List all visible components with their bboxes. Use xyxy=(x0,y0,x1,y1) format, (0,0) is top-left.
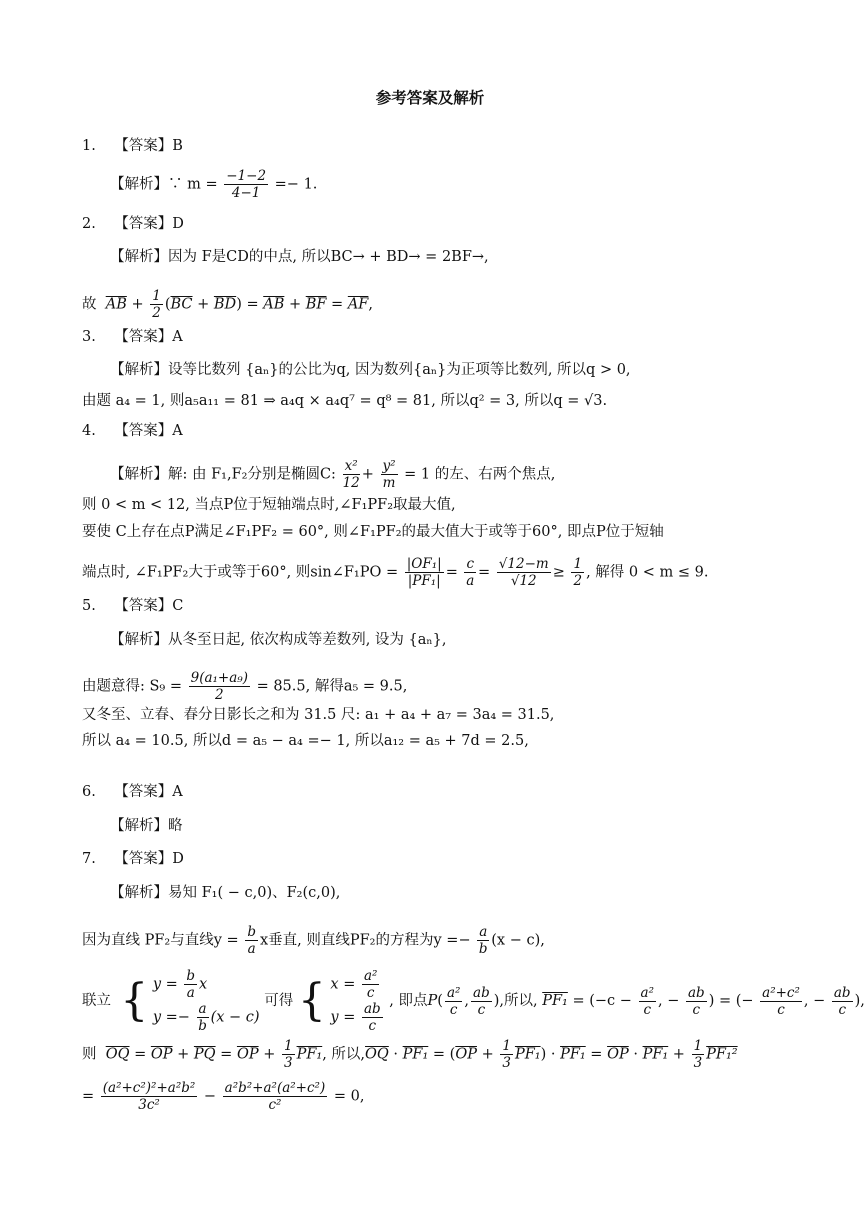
q1-analysis-prefix: 【解析】∵ m = xyxy=(110,176,218,193)
q6-answer-label: 【答案】A xyxy=(114,784,183,800)
q4-frac-half xyxy=(571,556,584,589)
page-title: 参考答案及解析 xyxy=(375,89,485,107)
q4-frac-y-den: m xyxy=(382,475,396,491)
q5-frac-num: 9(a₁+a₉) xyxy=(190,670,248,686)
q4-a-pre: 【解析】解: 由 F₁,F₂分别是椭圆C: xyxy=(110,466,336,483)
q5-b-pre: 由题意得: S₉ = xyxy=(82,678,182,695)
q2-answer-label: 【答案】D xyxy=(114,216,184,232)
q2-analysis-2: 故 $\overline{AB}$ + $\frac{1}{2}$ $(\overline{BC} + \overline{BD}) = \overline{AB} + \overline{BF} = \overline{AF}$, xyxy=(82,288,373,321)
q4-frac-of-den: |PF₁| xyxy=(407,573,441,589)
q1-answer xyxy=(82,136,183,156)
q7-system-2: x = $\frac{\text{a²}}{c}$ y = $\frac{ab}{c}$ xyxy=(330,968,381,1034)
q3-analysis-2: 由题 a₄ = 1, 则a₅a₁₁ = 81 ⇒ a₄q × a₄q⁷ = q⁸ = 81, 所以q² = 3, 所以q = √3. xyxy=(82,393,608,409)
q5-frac-den: 2 xyxy=(214,687,224,703)
q7-e-head: = xyxy=(82,1088,95,1105)
q1-frac-num: −1−2 xyxy=(226,168,267,184)
q7-c-head: 联立 xyxy=(82,993,111,1009)
q7-analysis-4: 则 $\overline{OQ} = \overline{OP} + \overline{PQ} = \overline{OP}$ + $\frac{1}{3}$ PF₁, 所以$,\overline{OQ} \cdot PF_1 = (\overline{OP}$ + $\frac{1}{3}$ $PF_1) \cdot PF_1 = \overline{OP} \cdot PF_1$ + $\frac{1}{3}$ PF₁² xyxy=(82,1038,738,1071)
left-brace-icon: { xyxy=(120,975,149,1026)
q7-answer-label: 【答案】D xyxy=(114,851,184,867)
q4-frac-ca-den: a xyxy=(466,573,475,589)
q4-frac-ca-num: c xyxy=(466,556,475,572)
q4-analysis-3: 要使 C上存在点P满足∠F₁PF₂ = 60°, 则∠F₁PF₂的最大值大于或等于60°, 即点P位于短轴 xyxy=(82,524,664,540)
q5-b-post: = 85.5, 解得a₅ = 9.5, xyxy=(256,678,408,695)
q3-answer-label: 【答案】A xyxy=(114,329,183,345)
q4-frac-ca xyxy=(464,556,476,589)
q7-analysis-3: 联立 { y = $\frac{b}{a}$ x y =− $\frac{a}{b}$ (x − c) 可得 { x = $\frac{\text{a²}}{c}$ y = $\frac{ab}{c}$ , 即点P( $\frac{\text{a²}}{c}$ , $\frac{ab}{c}$ ),所以, PF₁ = (−c − $\frac{\text{a²}}{c}$ , − $\frac{ab}{c}$ ) = (− $\frac{\text{a²+c²}}{c}$ , − $\frac{ab}{c}$ ), xyxy=(82,968,865,1034)
q7-system-1: y = $\frac{b}{a}$ x y =− $\frac{a}{b}$ (x − c) xyxy=(152,968,260,1034)
q4-frac-half-den: 2 xyxy=(573,573,583,589)
q4-frac-of xyxy=(405,556,444,589)
q7-answer xyxy=(82,849,184,869)
q4-d-pre: 端点时, ∠F₁PF₂大于或等于60°, 则sin∠F₁PO = xyxy=(82,564,399,581)
q5-answer-label: 【答案】C xyxy=(114,598,184,614)
q4-analysis-2: 则 0 < m < 12, 当点P位于短轴端点时,∠F₁PF₂取最大值, xyxy=(82,497,456,513)
q4-answer xyxy=(82,421,183,441)
q7-frac-ab xyxy=(477,924,489,957)
q4-frac-x-den: 12 xyxy=(342,475,360,491)
q1-fraction xyxy=(224,168,268,201)
q2-answer xyxy=(82,214,184,234)
q2-half-den: 2 xyxy=(152,305,161,321)
left-brace-icon: { xyxy=(297,975,326,1026)
q1-frac-den: 4−1 xyxy=(231,185,261,201)
q2-number: 2. xyxy=(82,216,96,232)
q7-frac-ba-den: a xyxy=(247,941,256,957)
q6-number: 6. xyxy=(82,784,96,800)
q5-answer xyxy=(82,596,183,616)
q5-frac xyxy=(189,670,250,703)
q4-frac-y xyxy=(381,458,398,491)
q4-analysis-4: 端点时, ∠F₁PF₂大于或等于60°, 则sin∠F₁PO = $\frac{\text{|OF₁|}}{\text{|PF₁|}}$ = $\frac{c}{a}$ = $\frac{√12-m}{√12}$ ≥ $\frac{1}{2}$ , 解得 0 < m ≤ 9. xyxy=(82,556,709,589)
q7-b-mid: x垂直, 则直线PF₂的方程为y =− xyxy=(259,932,471,949)
q7-analysis-2 xyxy=(82,924,545,957)
q4-answer-label: 【答案】A xyxy=(114,423,183,439)
q5-number: 5. xyxy=(82,598,96,614)
q4-frac-sqrt-num: √12−m xyxy=(498,556,549,572)
q4-frac-sqrt xyxy=(497,556,551,589)
q1-analysis xyxy=(110,168,317,201)
q7-analysis-1: 【解析】易知 F₁( − c,0)、F₂(c,0), xyxy=(110,885,341,901)
q4-d-post: , 解得 0 < m ≤ 9. xyxy=(586,564,709,581)
q7-analysis-5: = $\frac{\text{(a²+c²)²+a²b²}}{\text{3c²}}$ − $\frac{\text{a²b²+a²(a²+c²)}}{\text{c²}}$ = 0, xyxy=(82,1080,365,1113)
q4-frac-half-num: 1 xyxy=(573,556,583,572)
q5-analysis-1: 【解析】从冬至日起, 依次构成等差数列, 设为 {aₙ}, xyxy=(110,632,447,648)
q5-analysis-3: 又冬至、立春、春分日影长之和为 31.5 尺: a₁ + a₄ + a₇ = 3a₄ = 31.5, xyxy=(82,707,555,723)
q5-analysis-4: 所以 a₄ = 10.5, 所以d = a₅ − a₄ =− 1, 所以a₁₂ = a₅ + 7d = 2.5, xyxy=(82,733,529,749)
q3-number: 3. xyxy=(82,329,96,345)
q4-frac-y-num: y² xyxy=(382,458,396,474)
q7-d-head: 则 xyxy=(82,1046,97,1063)
q7-frac-ba xyxy=(245,924,258,957)
q4-frac-sqrt-den: √12 xyxy=(510,573,537,589)
q2-analysis-1: 【解析】因为 F是CD的中点, 所以BC→ + BD→ = 2BF→, xyxy=(110,249,489,265)
q2-half-fraction xyxy=(150,288,163,321)
q6-answer xyxy=(82,782,183,802)
q7-frac-ab-num: a xyxy=(479,924,488,940)
q4-analysis-1: 【解析】解: 由 F₁,F₂分别是椭圆C: $\frac{\text{x²}}{12}$ + $\frac{\text{y²}}{m}$ = 1 的左、右两个焦点, xyxy=(110,458,556,491)
q2-head: 故 xyxy=(82,296,97,313)
q7-b-post: (x − c), xyxy=(491,932,545,949)
q2-half-num: 1 xyxy=(152,288,161,304)
q3-answer xyxy=(82,327,183,347)
q4-frac-x xyxy=(343,458,360,491)
q1-answer-label: 【答案】B xyxy=(114,138,183,154)
q4-frac-of-num: |OF₁| xyxy=(406,556,442,572)
q3-analysis-1: 【解析】设等比数列 {aₙ}的公比为q, 因为数列{aₙ}为正项等比数列, 所以q > 0, xyxy=(110,362,631,378)
q7-number: 7. xyxy=(82,851,96,867)
q1-analysis-suffix: =− 1. xyxy=(274,176,318,193)
q4-frac-x-num: x² xyxy=(343,458,360,475)
q7-frac-ba-num: b xyxy=(247,924,256,940)
q5-analysis-2 xyxy=(82,670,407,703)
q7-b-pre: 因为直线 PF₂与直线y = xyxy=(82,932,239,949)
q4-number: 4. xyxy=(82,423,96,439)
q7-frac-ab-den: b xyxy=(478,941,488,957)
q1-number: 1. xyxy=(82,138,96,154)
q4-a-post: = 1 的左、右两个焦点, xyxy=(404,466,556,483)
q6-analysis: 【解析】略 xyxy=(110,818,183,834)
